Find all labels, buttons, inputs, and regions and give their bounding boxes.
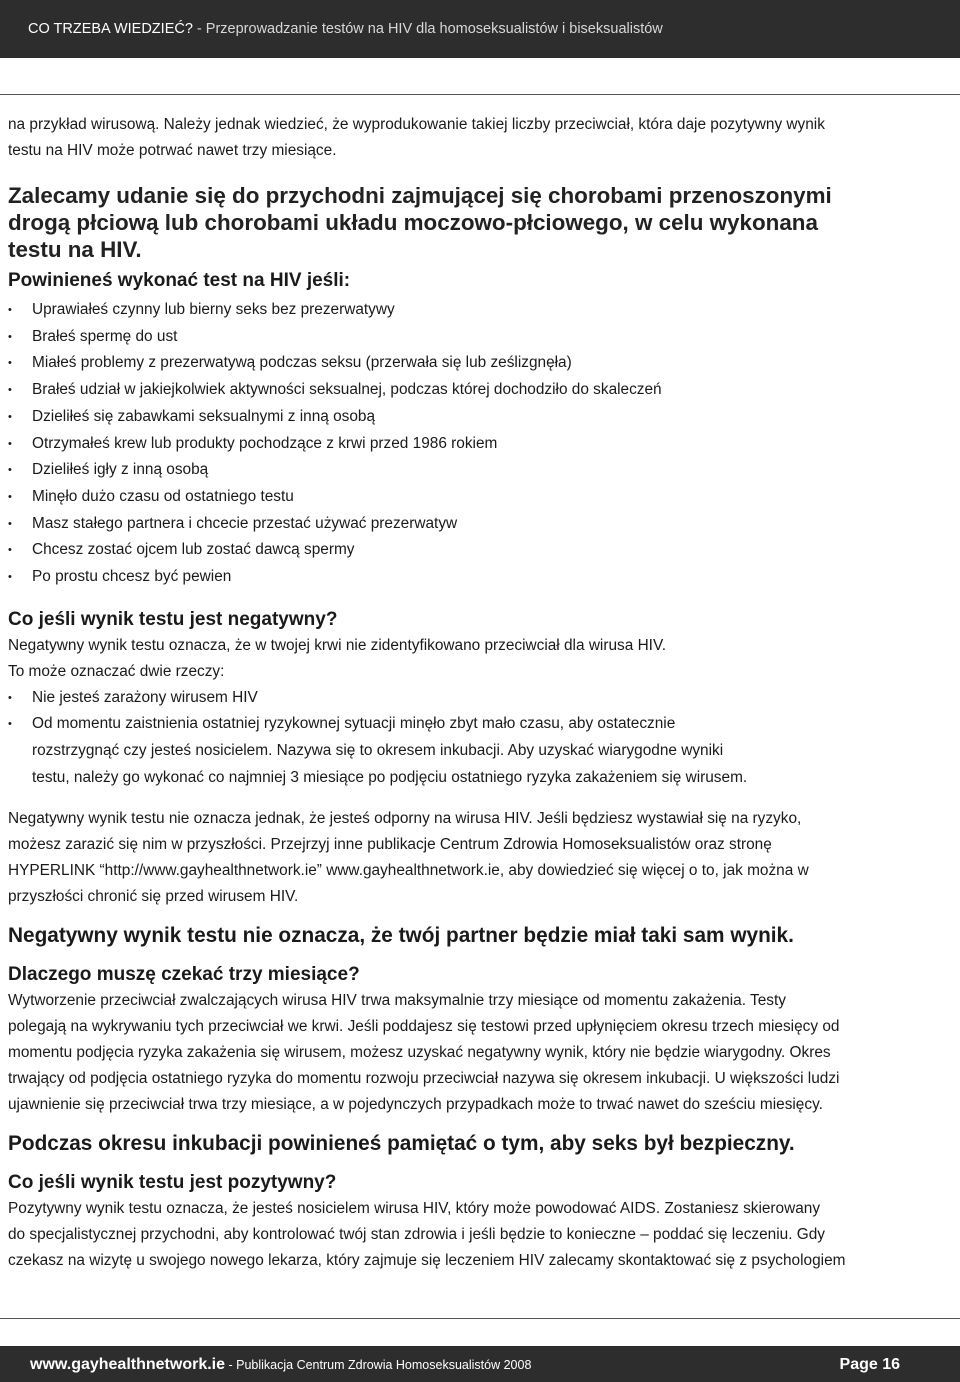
footer-publication: - Publikacja Centrum Zdrowia Homoseksualistów 2008: [225, 1358, 532, 1372]
document-body: [8, 112, 956, 1274]
intro-paragraph: [8, 112, 956, 164]
header-subtitle: - Przeprowadzanie testów na HIV dla homoseksualistów i biseksualistów: [192, 21, 663, 37]
bullet-icon: •: [8, 410, 12, 423]
intro-line: na przykład wirusową. Należy jednak wiedzieć, że wyprodukowanie takiej liczby przeciwciał, która daje pozytywny wynik: [8, 116, 825, 133]
list-item: • Chcesz zostać ojcem lub zostać dawcą spermy: [8, 537, 956, 564]
bullet-icon: •: [8, 517, 12, 530]
list-item: • Uprawiałeś czynny lub bierny seks bez prezerwatywy: [8, 297, 956, 324]
partner-note: Negatywny wynik testu nie oznacza, że twój partner będzie miał taki sam wynik.: [8, 923, 794, 947]
list-item: • Minęło dużo czasu od ostatniego testu: [8, 484, 956, 511]
bullet-icon: •: [8, 330, 12, 343]
positive-heading: Co jeśli wynik testu jest pozytywny?: [8, 1171, 337, 1193]
list-item: • Otrzymałeś krew lub produkty pochodzące z krwi przed 1986 rokiem: [8, 431, 956, 458]
list-item: • Masz stałego partnera i chcecie przestać używać prezerwatyw: [8, 511, 956, 538]
bullet-icon: •: [8, 384, 12, 397]
bullet-icon: •: [8, 691, 12, 704]
safe-sex-note: Podczas okresu inkubacji powinieneś pamiętać o tym, aby seks był bezpieczny.: [8, 1131, 795, 1155]
page-header: [0, 0, 960, 58]
bullet-icon: •: [8, 571, 12, 584]
list-item: • Nie jesteś zarażony wirusem HIV: [8, 685, 956, 712]
negative-p3: Negatywny wynik testu nie oznacza jednak, że jesteś odporny na wirusa HIV. Jeśli będziesz wystawiał się na ryzyko, możesz zarazić się nim w przyszłości. Przejrzyj inne publikacje Centrum Zdrowia Homoseksualistów oraz stronę HYPERLINK “http://www.gayhealthnetwork.ie” www.gayhealthnetwork.ie, aby dowiedzieć się więcej o to, jak można w przyszłości chronić się przed wirusem HIV.: [8, 809, 809, 905]
bullet-icon: •: [8, 304, 12, 316]
bullet-icon: •: [8, 437, 12, 450]
lead-line: Zalecamy udanie się do przychodni zajmującej się chorobami przenoszonymi: [8, 183, 832, 208]
negative-p1: Negatywny wynik testu oznacza, że w twojej krwi nie zidentyfikowano przeciwciał dla wirusa HIV.: [8, 636, 667, 654]
lead-line: testu na HIV.: [8, 237, 142, 262]
negative-list: [8, 685, 956, 792]
footer-divider: [0, 1318, 960, 1319]
header-title: CO TRZEBA WIEDZIEĆ?: [28, 21, 193, 37]
negative-p2: To może oznaczać dwie rzeczy:: [8, 662, 225, 680]
should-test-heading: Powinieneś wykonać test na HIV jeśli:: [8, 270, 351, 291]
footer-site-link[interactable]: www.gayhealthnetwork.ie: [30, 1356, 226, 1373]
list-item: • Dzieliłeś igły z inną osobą: [8, 457, 956, 484]
bullet-icon: •: [8, 718, 12, 731]
negative-heading: Co jeśli wynik testu jest negatywny?: [8, 608, 338, 630]
page-number: Page 16: [839, 1356, 900, 1373]
lead-recommendation: [8, 182, 956, 263]
should-test-list: [8, 297, 956, 591]
page-footer: [0, 1346, 960, 1382]
bullet-icon: •: [8, 464, 12, 477]
header-divider: [0, 94, 960, 95]
bullet-icon: •: [8, 357, 12, 370]
list-item: • Miałeś problemy z prezerwatywą podczas seksu (przerwała się lub ześlizgnęła): [8, 350, 956, 377]
why-wait-paragraph: Wytworzenie przeciwciał zwalczających wirusa HIV trwa maksymalnie trzy miesiące od momentu zakażenia. Testy polegają na wykrywaniu tych przeciwciał we krwi. Jeśli poddajesz się testowi przed upłynięciem okresu trzech miesięcy od momentu podjęcia ryzyka zakażenia się wirusem, możesz uzyskać negatywny wynik, który nie będzie wiarygodny. Okres trwający od podjęcia ostatniego ryzyka do momentu rozwoju przeciwciał nazywa się okresem inkubacji. U większości ludzi ujawnienie się przeciwciał trwa trzy miesiące, a w pojedynczych przypadkach może to trwać nawet do sześciu miesięcy.: [8, 991, 840, 1113]
positive-paragraph: Pozytywny wynik testu oznacza, że jesteś nosicielem wirusa HIV, który może powodować AIDS. Zostaniesz skierowany do specjalistycznej przychodni, aby kontrolować twój stan zdrowia i jeśli będzie to konieczne – poddać się leczeniu. Gdy czekasz na wizytę u swojego nowego lekarza, który zajmuje się leczeniem HIV zalecamy skontaktować się z psychologiem: [8, 1199, 846, 1269]
lead-line: drogą płciową lub chorobami układu moczowo-płciowego, w celu wykonana: [8, 210, 818, 235]
list-item: • Brałeś spermę do ust: [8, 324, 956, 351]
list-item: • Dzieliłeś się zabawkami seksualnymi z inną osobą: [8, 404, 956, 431]
list-item: • Po prostu chcesz być pewien: [8, 564, 956, 591]
bullet-icon: •: [8, 490, 12, 503]
why-wait-heading: Dlaczego muszę czekać trzy miesiące?: [8, 963, 360, 985]
list-item: • Od momentu zaistnienia ostatniej ryzykownej sytuacji minęło zbyt mało czasu, aby ostatecznie rozstrzygnąć czy jesteś nosicielem. Nazywa się to okresem inkubacji. Aby uzyskać wiarygodne wyniki testu, należy go wykonać co najmniej 3 miesiące po podjęciu ostatniego ryzyka zakażeniem się wirusem.: [8, 711, 956, 791]
list-item: • Brałeś udział w jakiejkolwiek aktywności seksualnej, podczas której dochodziło do skaleczeń: [8, 377, 956, 404]
bullet-icon: •: [8, 544, 12, 557]
intro-line: testu na HIV może potrwać nawet trzy miesiące.: [8, 142, 337, 159]
